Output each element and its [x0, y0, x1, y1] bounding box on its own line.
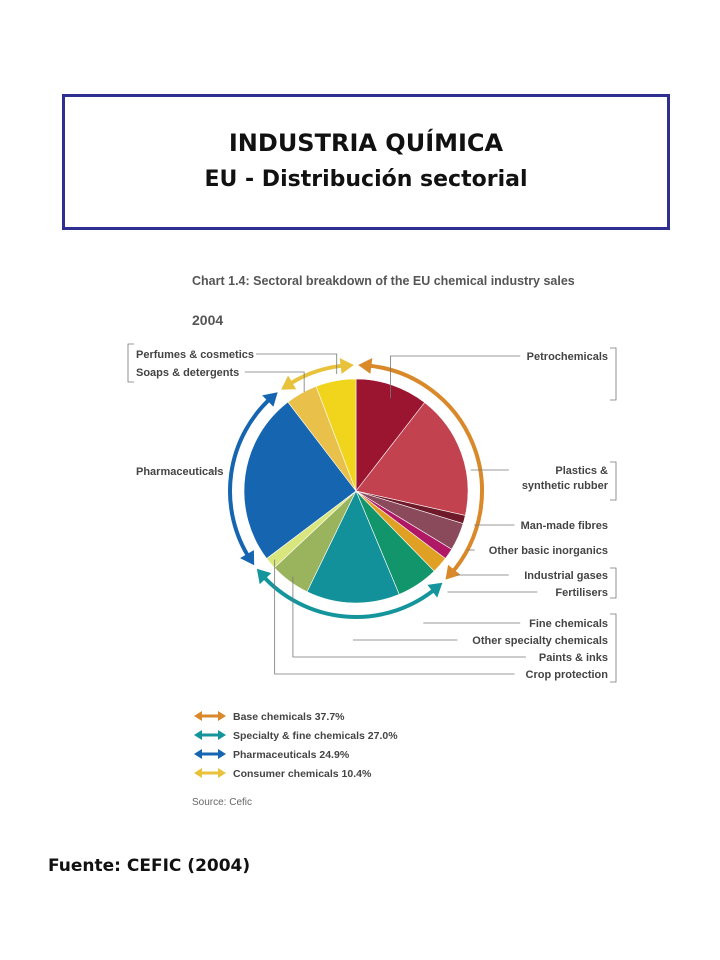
- page-title: INDUSTRIA QUÍMICA: [228, 129, 504, 157]
- label-petrochemicals: Petrochemicals: [526, 351, 608, 363]
- legend-arrow-left-consumer-chemicals: [194, 768, 202, 778]
- chart-year: 2004: [192, 312, 224, 328]
- arc-consumer-chemicals-arrowhead-end: [340, 358, 354, 374]
- legend-arrow-left-specialty-and-fine-chemicals: [194, 730, 202, 740]
- legend-label-pharmaceuticals: Pharmaceuticals 24.9%: [233, 749, 350, 761]
- pie-slices: [244, 379, 468, 603]
- bracket-petrochemicals: [610, 348, 616, 400]
- footer-source: Fuente: CEFIC (2004): [48, 856, 251, 876]
- bracket-perfumes-and-cosmetics: [128, 344, 134, 382]
- label-industrial-gases: Industrial gases: [524, 570, 608, 582]
- arc-base-chemicals-arrowhead-start: [358, 358, 372, 374]
- legend-label-consumer-chemicals: Consumer chemicals 10.4%: [233, 768, 372, 780]
- label-other-specialty-chemicals: Other specialty chemicals: [472, 635, 608, 647]
- label-crop-protection: Crop protection: [525, 669, 608, 681]
- label-pharmaceuticals: Pharmaceuticals: [136, 466, 224, 478]
- label-plastics-and-synthetic-rubber: [522, 465, 609, 492]
- label-fine-chemicals: Fine chemicals: [529, 618, 608, 630]
- label-other-basic-inorganics: Other basic inorganics: [488, 545, 608, 557]
- label-perfumes-and-cosmetics: Perfumes & cosmetics: [136, 349, 254, 361]
- label-plastics-and-synthetic-rubber-line-2: synthetic rubber: [521, 480, 608, 492]
- legend-arrow-left-pharmaceuticals: [194, 749, 202, 759]
- legend-label-specialty-and-fine-chemicals: Specialty & fine chemicals 27.0%: [233, 730, 398, 742]
- legend-label-base-chemicals: Base chemicals 37.7%: [233, 711, 345, 723]
- chart-source-note: Source: Cefic: [192, 797, 253, 808]
- page-subtitle: EU - Distribución sectorial: [204, 167, 528, 192]
- legend-arrow-right-specialty-and-fine-chemicals: [218, 730, 226, 740]
- label-plastics-and-synthetic-rubber-line-1: Plastics &: [555, 465, 608, 477]
- leader-perfumes-and-cosmetics: [256, 354, 337, 374]
- label-soaps-and-detergents: Soaps & detergents: [136, 367, 240, 379]
- legend-arrow-right-pharmaceuticals: [218, 749, 226, 759]
- label-man-made-fibres: Man-made fibres: [520, 520, 608, 532]
- chart-title: Chart 1.4: Sectoral breakdown of the EU chemical industry sales: [192, 274, 575, 288]
- legend-arrow-left-base-chemicals: [194, 711, 202, 721]
- bracket-fine-chemicals: [610, 614, 616, 682]
- bracket-industrial-gases: [610, 568, 616, 598]
- legend-arrow-right-consumer-chemicals: [218, 768, 226, 778]
- label-paints-and-inks: Paints & inks: [538, 652, 608, 664]
- bracket-plastics-and-synthetic-rubber: [610, 462, 616, 500]
- legend-arrow-right-base-chemicals: [218, 711, 226, 721]
- legend: [194, 711, 398, 780]
- label-fertilisers: Fertilisers: [555, 587, 608, 599]
